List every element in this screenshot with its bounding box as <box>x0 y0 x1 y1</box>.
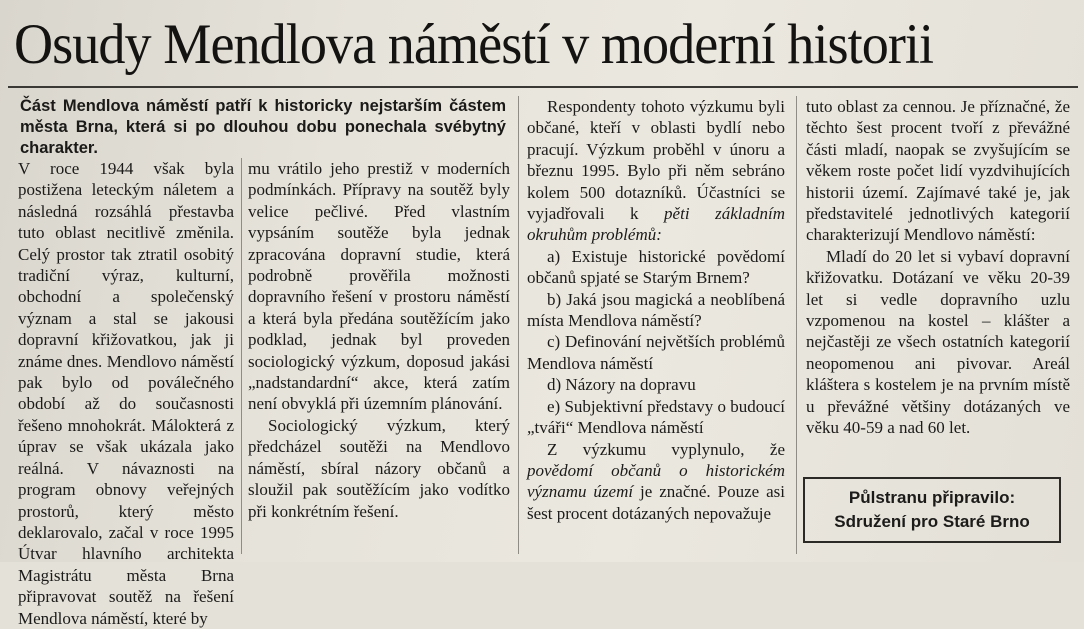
column-2-paragraph-1: mu vrátilo jeho prestiž v moderních podmínkách. Přípravy na soutěž byly velice pečlivé. Před vlastním vypsáním soutěže byla jednak zpracována dopravní studie, která podrobně prověřila možnosti dopravního řešení v prostoru náměstí a která byla předána soutěžícím jako podklad, jednak byl proveden sociologický výzkum, doposud jakási „nadstandardní“ akce, která zatím není obvyklá při územním plánování. <box>248 159 510 414</box>
question-item-a: a) Existuje historické povědomí občanů spjaté se Starým Brnem? <box>527 246 785 288</box>
column-divider <box>518 96 519 554</box>
column-divider <box>241 158 242 554</box>
column-3-paragraph-1 <box>527 96 785 246</box>
headline: Osudy Mendlova náměstí v moderní historii <box>14 13 934 76</box>
column-3-paragraph-1-emphasis: pěti základním okruhům problémů: <box>527 204 785 245</box>
question-item-c: c) Definování největších problémů Mendlova náměstí <box>527 332 785 373</box>
credit-line-1: Půlstranu připravilo: <box>848 488 1016 507</box>
column-1 <box>18 158 234 629</box>
column-2-paragraph-2: Sociologický výzkum, který předcházel soutěži na Mendlovo náměstí, sbíral názory občanů a sloužil pak soutěžícím jako vodítko při konkrétním řešení. <box>248 415 510 521</box>
column-3-paragraph-2-text: Z výzkumu vyplynulo, že <box>547 439 785 459</box>
credit-box <box>803 477 1061 543</box>
column-3-paragraph-2-emphasis: povědomí občanů o historickém významu území <box>527 460 785 502</box>
column-4-paragraph-1: tuto oblast za cennou. Je příznačné, že těchto šest procent tvoří z převážné části mladí, naopak se zvyšujícím se věkem roste počet lidí vyzdvihujících historii území. Zajímavé také je, jak představitelé jednotlivých kategorií charakterizují Mendlovo náměstí: <box>806 97 1070 245</box>
column-2 <box>248 158 510 522</box>
question-item-b: b) Jaká jsou magická a neoblíbená místa Mendlova náměstí? <box>527 289 785 331</box>
column-1-text: V roce 1944 však byla postižena leteckým náletem a následná rozsáhlá přestavba tuto oblast necitlivě změnila. Celý prostor tak ztratil osobitý tradiční výraz, kulturní, obchodní a společenský význam a stal se jakousi dopravní křižovatkou, jak ji známe dnes. Mendlovo náměstí pak bylo od poválečného období až do současnosti řešeno mnohokrát. Málokterá z úprav se však ukázala jako reálná. V návaznosti na program obnovy veřejných prostorů, který město deklarovalo, začal v roce 1995 Útvar hlavního architekta Magistrátu města Brna připravovat soutěž na řešení Mendlova náměstí, které by <box>18 159 234 628</box>
credit-line-2: Sdružení pro Staré Brno <box>834 512 1030 531</box>
column-divider <box>796 96 797 554</box>
column-4 <box>806 96 1070 439</box>
column-3-paragraph-2 <box>527 439 785 525</box>
column-3-paragraph-1-text: Respondenty tohoto výzkumu byli občané, kteří v oblasti bydlí nebo pracují. Výzkum proběhl v únoru a březnu 1995. Bylo při něm sebráno kolem 500 dotazníků. Účastníci se vyjadřovali k <box>527 97 785 224</box>
question-item-e: e) Subjektivní představy o budoucí „tváři“ Mendlova náměstí <box>527 396 785 438</box>
column-3 <box>527 96 785 524</box>
headline-rule <box>8 86 1078 88</box>
column-3-paragraph-2-end: je značné. Pouze asi šest procent dotázaných nepovažuje <box>527 482 785 523</box>
question-item-d: d) Názory na dopravu <box>547 375 696 395</box>
column-4-paragraph-2: Mladí do 20 let si vybaví dopravní křižovatku. Dotázaní ve věku 20-39 let si vedle dopravního uzlu vzpomenou na kostel – klášter a nejčastěji ze všech ostatních kategorií neopomenou ani pivovar. Areál kláštera s kostelem je na prvním místě u převážné většiny dotázaných ve věku 40-59 a nad 60 let. <box>806 246 1070 438</box>
lead-paragraph: Část Mendlova náměstí patří k historicky nejstarším částem města Brna, která si po dlouhou dobu ponechala svébytný charakter. <box>20 97 506 157</box>
